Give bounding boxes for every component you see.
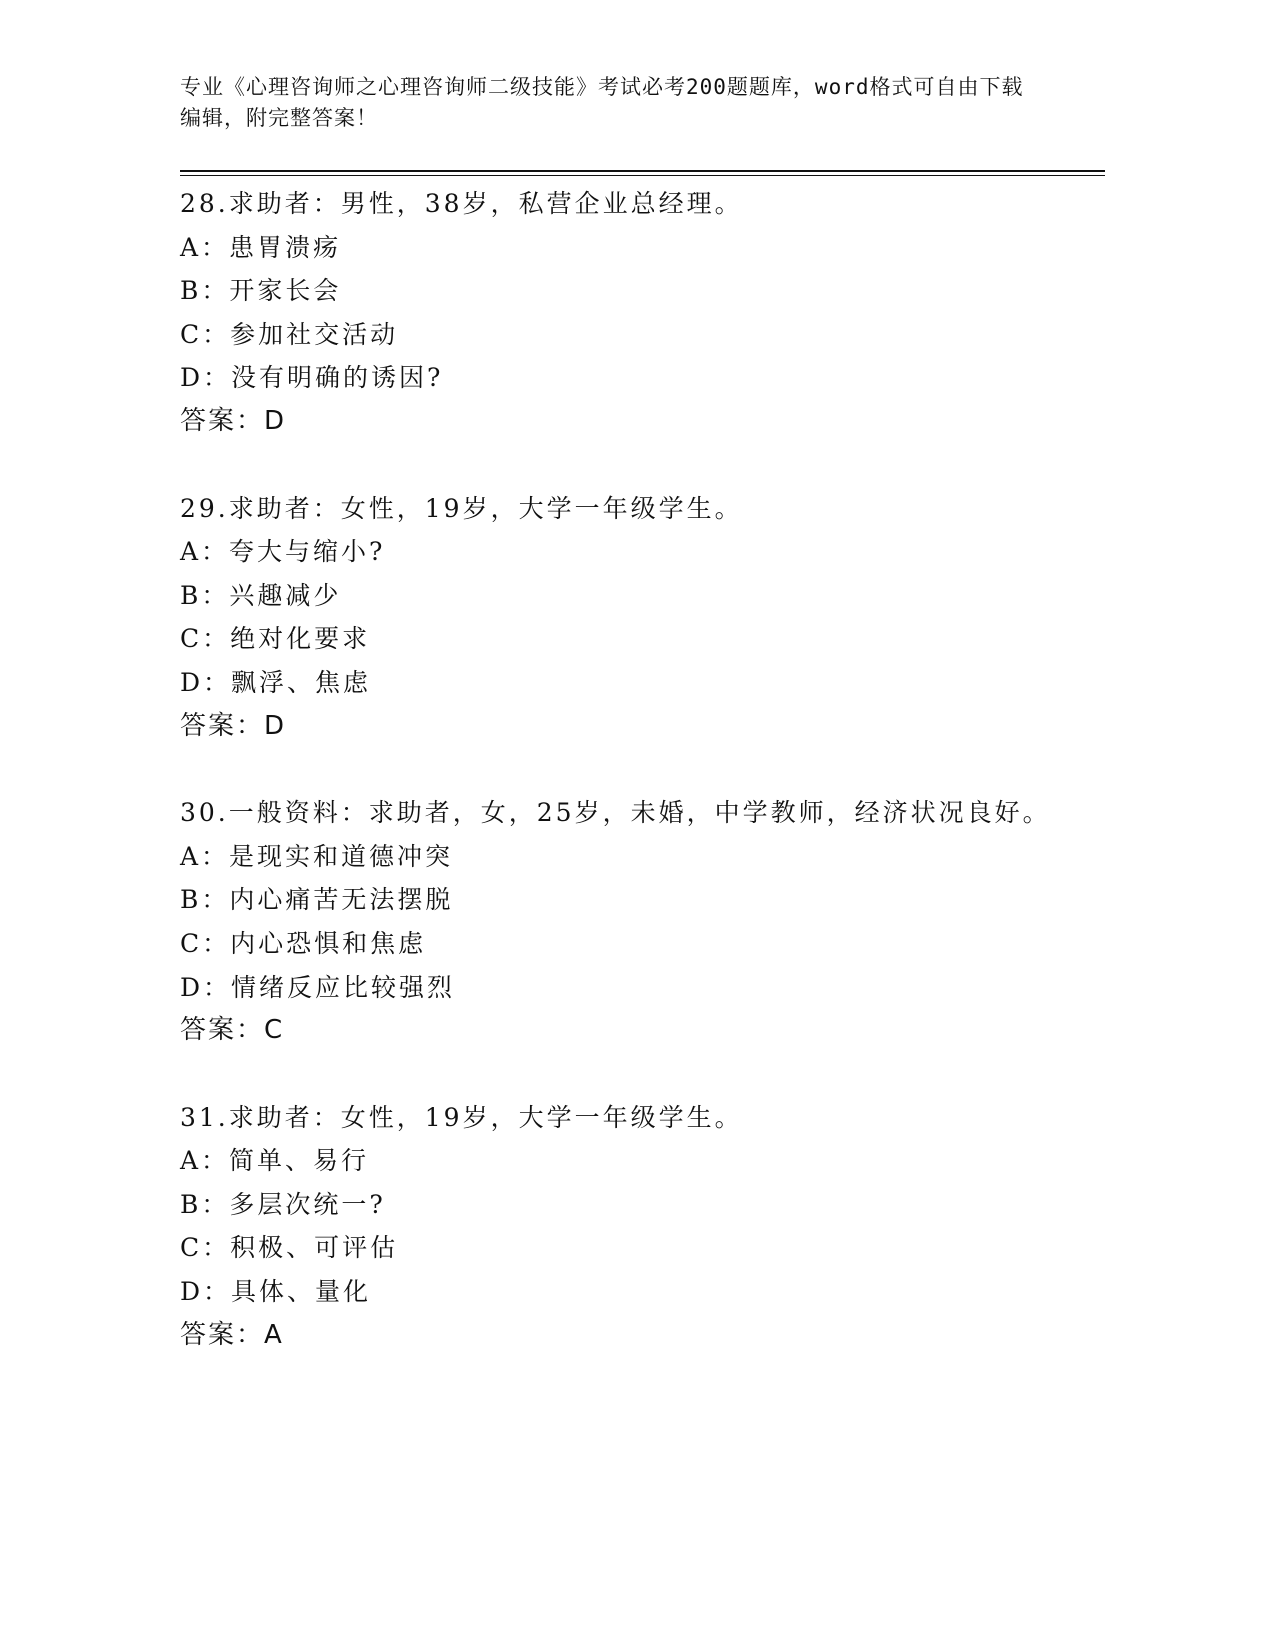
- header-divider-thin: [180, 175, 1105, 176]
- option-a: A：是现实和道德冲突: [180, 841, 454, 871]
- question-28: [180, 182, 1100, 444]
- question-stem: 31.求助者：女性，19岁，大学一年级学生。: [180, 1102, 743, 1132]
- option-b: B：多层次统一?: [180, 1189, 386, 1219]
- option-c: C：积极、可评估: [180, 1233, 399, 1263]
- document-header: 专业《心理咨询师之心理咨询师二级技能》考试必考200题题库，word格式可自由下载编辑，附完整答案！: [180, 75, 1024, 130]
- question-stem: 30.一般资料：求助者，女，25岁，未婚，中学教师，经济状况良好。: [180, 798, 1051, 828]
- option-d: D：情绪反应比较强烈: [180, 972, 456, 1002]
- question-30: [180, 791, 1100, 1053]
- answer-line: 答案：C: [180, 1015, 285, 1046]
- option-c: C：绝对化要求: [180, 624, 371, 654]
- option-c: C：内心恐惧和焦虑: [180, 928, 427, 958]
- option-a: A：夸大与缩小?: [180, 537, 386, 567]
- option-d: D：没有明确的诱因?: [180, 363, 444, 393]
- header-divider-thick: [180, 170, 1105, 172]
- question-stem: 28.求助者：男性，38岁，私营企业总经理。: [180, 189, 743, 218]
- option-d: D：具体、量化: [180, 1277, 372, 1307]
- question-31: [180, 1096, 1100, 1358]
- answer-line: 答案：D: [180, 710, 287, 741]
- option-b: B：开家长会: [180, 276, 342, 306]
- question-stem: 29.求助者：女性，19岁，大学一年级学生。: [180, 493, 743, 523]
- option-a: A：患胃溃疡: [180, 232, 342, 262]
- answer-line: 答案：A: [180, 1319, 284, 1350]
- option-b: B：内心痛苦无法摆脱: [180, 885, 454, 915]
- question-29: [180, 487, 1100, 749]
- option-d: D：飘浮、焦虑: [180, 667, 372, 697]
- answer-line: 答案：D: [180, 405, 287, 436]
- option-c: C：参加社交活动: [180, 319, 399, 349]
- question-list: [180, 182, 1100, 1400]
- option-b: B：兴趣减少: [180, 580, 342, 610]
- option-a: A：简单、易行: [180, 1146, 370, 1176]
